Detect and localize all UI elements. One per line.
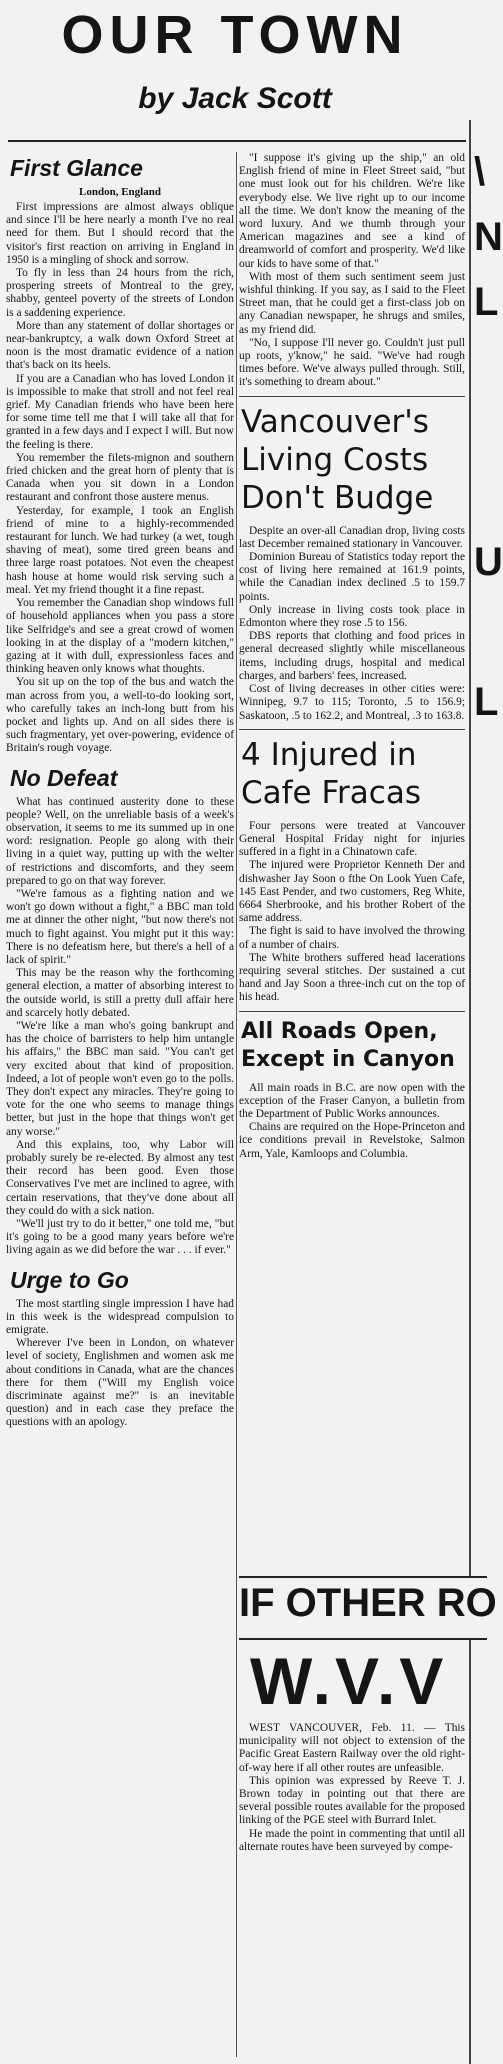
masthead [0, 0, 470, 148]
paragraph: You remember the filets-mignon and southern fried chicken and the great horn of plenty that is Canada when you sit down in a London restaurant and confront those austere menus. [6, 451, 234, 504]
paragraph: DBS reports that clothing and food prices in general decreased slightly while miscellaneous items, including drugs, hospital and medical charges, and barbers' fees, increased. [239, 630, 465, 682]
paragraph: To fly in less than 24 hours from the rich, prospering streets of Montreal to the grey, shabby, genteel poverty of the streets of London is a saddening experience. [6, 267, 234, 319]
paragraph: The injured were Proprietor Kenneth Der and dishwasher Jay Soon o fthe On Look Yuen Cafe, 145 East Pender, and two customers, Reg White, 6664 Sherbrooke, and his brother Robert of the same address. [239, 859, 465, 925]
paragraph: All main roads in B.C. are now open with the exception of the Fraser Canyon, a bulletin from the Department of Public Works announces. [239, 1081, 465, 1120]
our-town-continuation [239, 152, 465, 390]
paragraph: You sit up on the top of the bus and watch the man across from you, a well-to-do looking sort, who carefully takes an inch-long butt from his pocket and lights up. And on all sides there is such fragmentary, yet over-powering, evidence of Britain's rough voyage. [6, 676, 234, 755]
paragraph: "We're like a man who's going bankrupt and has the choice of barristers to help him untangle his affairs," the BBC man said. "You can't get very excited about that kind of proposition. Indeed, a lot of people won't even go to the polls. They don't expect any miracles. They're going to vote for the one who seems to manage things better, but just in the hope that things won't get any worse." [6, 1019, 234, 1138]
edge-letter: N [474, 215, 503, 259]
paragraph: WEST VANCOUVER, Feb. 11. — This municipality will not object to extension of the Pacific Great Eastern Railway over the old right-of-way here if all other routes are unfeasible. [239, 1722, 465, 1774]
paragraph: He made the point in commenting that until all alternate routes have been surveyed by compe- [239, 1827, 465, 1853]
wvw-headline: W.V.V [250, 1645, 450, 1717]
story-divider [239, 396, 465, 397]
edge-letter: L [474, 680, 499, 724]
first-glance-body [6, 201, 234, 756]
story-divider [239, 1011, 465, 1012]
west-vancouver-story [239, 1722, 465, 2057]
column-divider [236, 152, 237, 2057]
paragraph: Wherever I've been in London, on whatever level of society, Englishmen and women ask me about conditions in Canada, what are the chances there for them ("Will my English voice discriminate against me?" is an inevitable question) and in each case they preface the questions with an apology. [6, 1337, 234, 1429]
paragraph: "No, I suppose I'll never go. Couldn't just pull up roots, y'know," he said. "We've had rough times before. We've always pulled through. Still, it's something to dream about." [239, 336, 465, 389]
paragraph: This opinion was expressed by Reeve T. J. Brown today in pointing out that there are several possible routes available for the proposed linking of the PGE steel with Burrard Inlet. [239, 1774, 465, 1827]
paragraph: With most of them such sentiment seem just wishful thinking. If you say, as I said to the Fleet Street man, that he could get a first-class job on any Canadian newspaper, he shrugs and smiles, as my friend did. [239, 270, 465, 336]
adjacent-column-fragment [472, 120, 503, 2064]
paragraph: You remember the Canadian shop windows full of household appliances when you pass a store like Selfridge's and see a great crowd of women looking in at the display of a "modern kitchen," gazing at it with dull, expressionless faces and thinking heaven only knows what thoughts. [6, 597, 234, 676]
vancouver-living-costs-story [239, 525, 465, 723]
all-roads-open-story [239, 1082, 465, 1161]
our-town-column [6, 152, 234, 2057]
no-defeat-body [6, 796, 234, 1258]
edge-divider [469, 120, 471, 2064]
paragraph: What has continued austerity done to these people? Well, on the unreliable basis of a week's observation, it seems to me its summed up in one word: resignation. People go along with their living in a quiet way, putting up with the welter of restrictions and discomforts, and they seem prepared to go on that way forever. [6, 795, 234, 887]
story-divider [239, 729, 465, 730]
paragraph: The fight is said to have involved the throwing of a number of chairs. [239, 925, 465, 951]
paragraph: Four persons were treated at Vancouver General Hospital Friday night for injuries suffered in a fight in a Chinatown cafe. [239, 819, 465, 859]
cafe-fracas-headline: 4 Injured in Cafe Fracas [241, 736, 421, 811]
masthead-rule [8, 140, 466, 142]
paragraph: If you are a Canadian who has loved London it is impossible to make that stroll and not feel real grief. My Canadian friends who have been here for some time tell me that I will take all that for granted in a few days and I expect I will. But now the feeling is there. [6, 372, 234, 451]
paragraph: This may be the reason why the forthcoming general election, a matter of absorbing interest to the outside world, is still a pretty dull affair here and scarcely hotly debated. [6, 967, 234, 1019]
cafe-fracas-story [239, 820, 465, 1005]
paragraph: Yesterday, for example, I took an English friend of mine to a highly-recommended restaurant for lunch. We had turkey (a wet, tough shaving of meat), some tired green beans and three large roast potatoes. Not even the cheapest hash house at home would risk serving such a meal. Yet my friend thought it a fine repast. [6, 504, 234, 596]
paragraph: "I suppose it's giving up the ship," an old English friend of mine in Fleet Street said, "but one must look out for his children. We're like everybody else. We live right up to our income all the time. We don't know the meaning of the word luxury. And we thumb through your American magazines and see a kind of dreamworld of comfort and prosperity. We'd like our kids to have some of that." [239, 152, 465, 270]
paragraph: Only increase in living costs took place in Edmonton where they rose .5 to 156. [239, 603, 465, 630]
paragraph: "We'll just try to do it better," one told me, "but it's going to be a good many years before we're living again as we did before the war . . . if ever." [6, 1218, 234, 1257]
paragraph: Despite an over-all Canadian drop, living costs last December remained stationary in Vancouver. [239, 524, 465, 550]
edge-letter: U [474, 540, 503, 584]
paragraph: The White brothers suffered head lacerations requiring several stitches. Der sustained a cut hand and Jay Soon a three-inch cut on the top of his head. [239, 951, 465, 1004]
paragraph: Dominion Bureau of Statistics today report the cost of living here remained at 161.9 points, while the Canadian index declined .5 to 159.7 points. [239, 551, 465, 603]
urge-to-go-body [6, 1298, 234, 1430]
paragraph: First impressions are almost always oblique and since I'll be here nearly a month I've no real need for them. But I should record that the visitor's first reaction on arriving in England in 1950 is a mingling of shock and sorrow. [6, 201, 234, 266]
paragraph: And this explains, too, why Labor will probably surely be re-elected. By almost any test their record has been good. Even those Conservatives I've met are inclined to agree, with certain reservations, that they've done about all they could do with a sick nation. [6, 1138, 234, 1217]
section-heading-first-glance: First Glance [10, 155, 143, 181]
masthead-title: OUR TOWN [61, 5, 409, 65]
dateline: London, England [79, 186, 161, 198]
vancouver-living-costs-headline: Vancouver's Living Costs Don't Budge [241, 403, 434, 516]
paragraph: The most startling single impression I have had in this week is the widespread compulsion to emigrate. [6, 1297, 234, 1337]
route-banner-headline: IF OTHER RO [239, 1576, 487, 1640]
all-roads-open-headline: All Roads Open, Except in Canyon [241, 1018, 455, 1072]
masthead-byline: by Jack Scott [138, 82, 332, 115]
paragraph: "We're famous as a fighting nation and we won't go down without a fight," a BBC man told me at dinner the other night, "but now there's not much to fight against. You might put it this way: There is no defeatism here, but there's a hell of a lack of spirit." [6, 887, 234, 966]
section-heading-no-defeat: No Defeat [10, 764, 118, 791]
paragraph: More than any statement of dollar shortages or near-bankruptcy, a walk down Oxford Street at noon is the most dramatic evidence of a nation that's back on its heels. [6, 319, 234, 372]
paragraph: Cost of living decreases in other cities were: Winnipeg, 9.7 to 115; Toronto, .5 to 156.9; Saskatoon, .5 to 162.2, and Montreal, .3 to 163.8. [239, 683, 465, 722]
paragraph: Chains are required on the Hope-Princeton and ice conditions prevail in Revelstoke, Salmon Arm, Yale, Kamloops and Columbia. [239, 1121, 465, 1160]
section-heading-urge-to-go: Urge to Go [10, 1266, 129, 1293]
edge-letter: L [474, 280, 499, 324]
edge-letter: \ [474, 150, 486, 194]
